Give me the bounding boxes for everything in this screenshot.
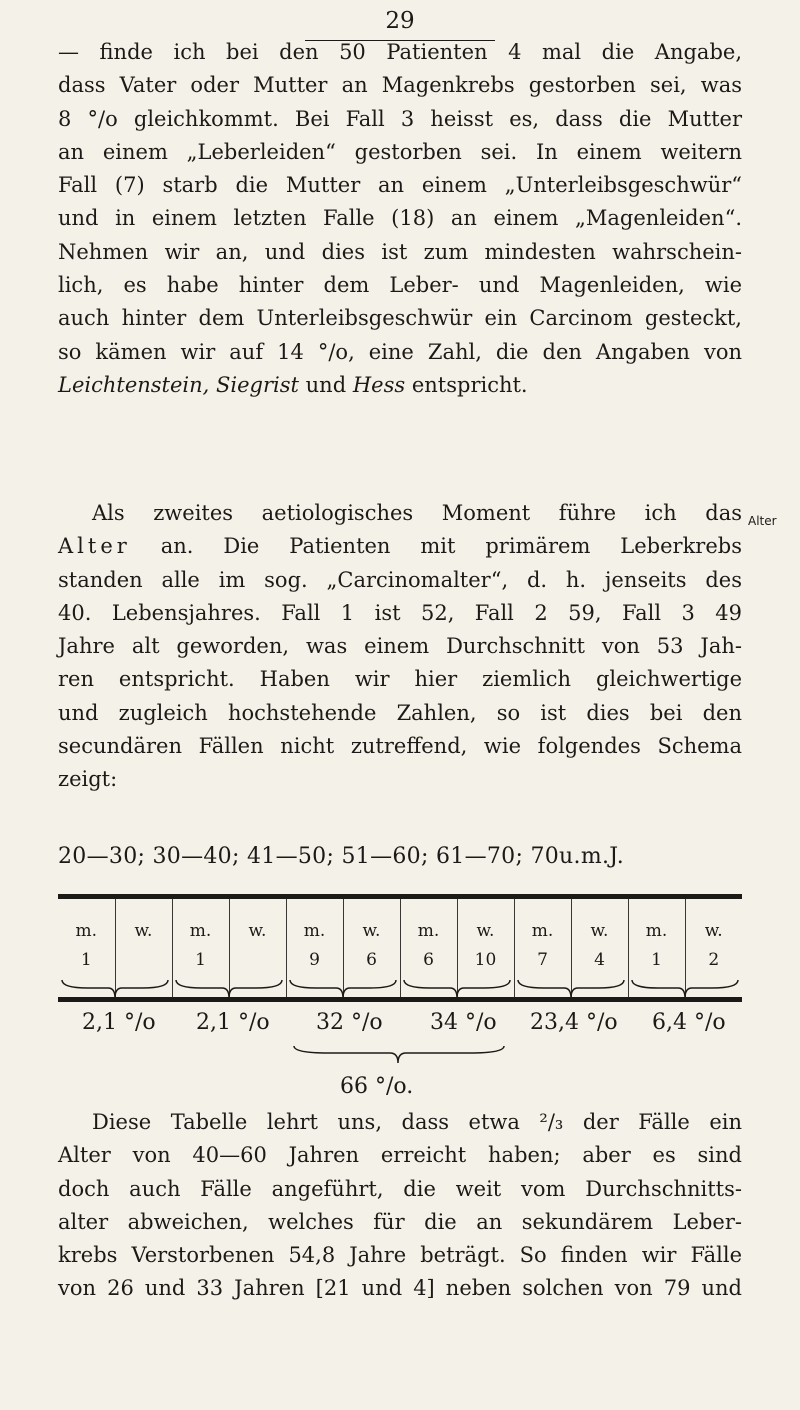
text-line: Fall (7) starb die Mutter an einem „Unterleibsgeschwür“: [58, 173, 742, 198]
percentage: 23,4 °/o: [530, 1010, 618, 1035]
table-cell: w.: [229, 897, 286, 1000]
paragraph-age: [58, 497, 742, 797]
table-cell: m. 7: [514, 897, 571, 1000]
table-cell: m. 6: [400, 897, 457, 1000]
text-line: secundären Fällen nicht zutreffend, wie folgendes Schema: [58, 734, 742, 759]
table-cell: w.: [115, 897, 172, 1000]
text-line: auch hinter dem Unterleibsgeschwür ein Carcinom gesteckt,: [58, 306, 742, 331]
page-number: 29: [385, 8, 415, 34]
brace: [290, 980, 396, 998]
text-line: und zugleich hochstehende Zahlen, so ist dies bei den: [58, 700, 742, 725]
percentage-total: 66 °/o.: [340, 1074, 414, 1099]
text-line: alter abweichen, welches für die an sekundärem Leber-: [58, 1209, 742, 1234]
text-line-authors: [58, 369, 742, 402]
text-line: und in einem letzten Falle (18) an einem „Magenleiden“.: [58, 206, 742, 231]
pair-braces: [58, 978, 742, 1002]
text-line: Diese Tabelle lehrt uns, dass etwa ²/₃ der Fälle ein: [92, 1110, 742, 1134]
percentage: 34 °/o: [430, 1010, 497, 1035]
text-line: Als zweites aetiologisches Moment führe ich das: [92, 501, 742, 525]
paragraph-family-history: [58, 36, 742, 402]
text-line: von 26 und 33 Jahren [21 und 4] neben solchen von 79 und: [58, 1276, 742, 1301]
percentage: 6,4 °/o: [652, 1010, 726, 1035]
table-cell: w. 2: [685, 897, 742, 1000]
paragraph-table-conclusion: [58, 1106, 742, 1306]
author-siegrist: Siegrist: [216, 372, 299, 397]
text-line: so kämen wir auf 14 °/o, eine Zahl, die den Angaben von: [58, 339, 742, 364]
margin-note-alter: Alter: [748, 514, 777, 528]
text-line: 8 °/o gleichkommt. Bei Fall 3 heisst es, dass die Mutter: [58, 106, 742, 131]
age-schema-line: 20—30; 30—40; 41—50; 51—60; 61—70; 70u.m.J.: [58, 844, 624, 869]
text-line: Alter von 40—60 Jahren erreicht haben; aber es sind: [58, 1143, 742, 1168]
author-hess: Hess: [352, 372, 406, 397]
text-line: Jahre alt geworden, was einem Durchschnitt von 53 Jah-: [58, 634, 742, 659]
brace: [404, 980, 510, 998]
table-cell: m. 9: [286, 897, 343, 1000]
text-line: [58, 530, 742, 563]
text-line: standen alle im sog. „Carcinomalter“, d. h. jenseits des: [58, 567, 742, 592]
text-line: 40. Lebensjahres. Fall 1 ist 52, Fall 2 59, Fall 3 49: [58, 600, 742, 625]
text-line: an einem „Leberleiden“ gestorben sei. In einem weitern: [58, 139, 742, 164]
text-line: doch auch Fälle angeführt, die weit vom Durchschnitts-: [58, 1176, 742, 1201]
word-und: und: [305, 372, 347, 397]
text-line: Nehmen wir an, und dies ist zum mindesten wahrschein-: [58, 239, 742, 264]
text-line: ren entspricht. Haben wir hier ziemlich gleichwertige: [58, 667, 742, 692]
text-line: lich, es habe hinter dem Leber- und Magenleiden, wie: [58, 273, 742, 298]
percentage-row: [58, 1010, 742, 1040]
brace: [632, 980, 738, 998]
author-leichtenstein: Leichtenstein,: [58, 372, 210, 397]
text-line: krebs Verstorbenen 54,8 Jahre beträgt. So finden wir Fälle: [58, 1243, 742, 1268]
text-fragment: an. Die Patienten mit primärem Leberkrebs: [160, 534, 742, 559]
table-cell: m. 1: [628, 897, 685, 1000]
percentage: 2,1 °/o: [196, 1010, 270, 1035]
table-cell: w. 4: [571, 897, 628, 1000]
table-cell: w. 6: [343, 897, 400, 1000]
brace: [518, 980, 624, 998]
total-brace: [58, 1044, 742, 1066]
table-cell: m. 1: [172, 897, 229, 1000]
text-line: — finde ich bei den 50 Patienten 4 mal die Angabe,: [58, 40, 742, 64]
table-cell: w. 10: [457, 897, 514, 1000]
percentage: 32 °/o: [316, 1010, 383, 1035]
word-entspricht: entspricht.: [411, 372, 528, 397]
brace: [176, 980, 282, 998]
spaced-word-alter: Alter: [58, 534, 131, 559]
text-line: zeigt:: [58, 767, 118, 792]
percentage: 2,1 °/o: [82, 1010, 156, 1035]
text-line: dass Vater oder Mutter an Magenkrebs gestorben sei, was: [58, 73, 742, 98]
table-cell: m. 1: [75, 921, 98, 970]
brace: [62, 980, 168, 998]
